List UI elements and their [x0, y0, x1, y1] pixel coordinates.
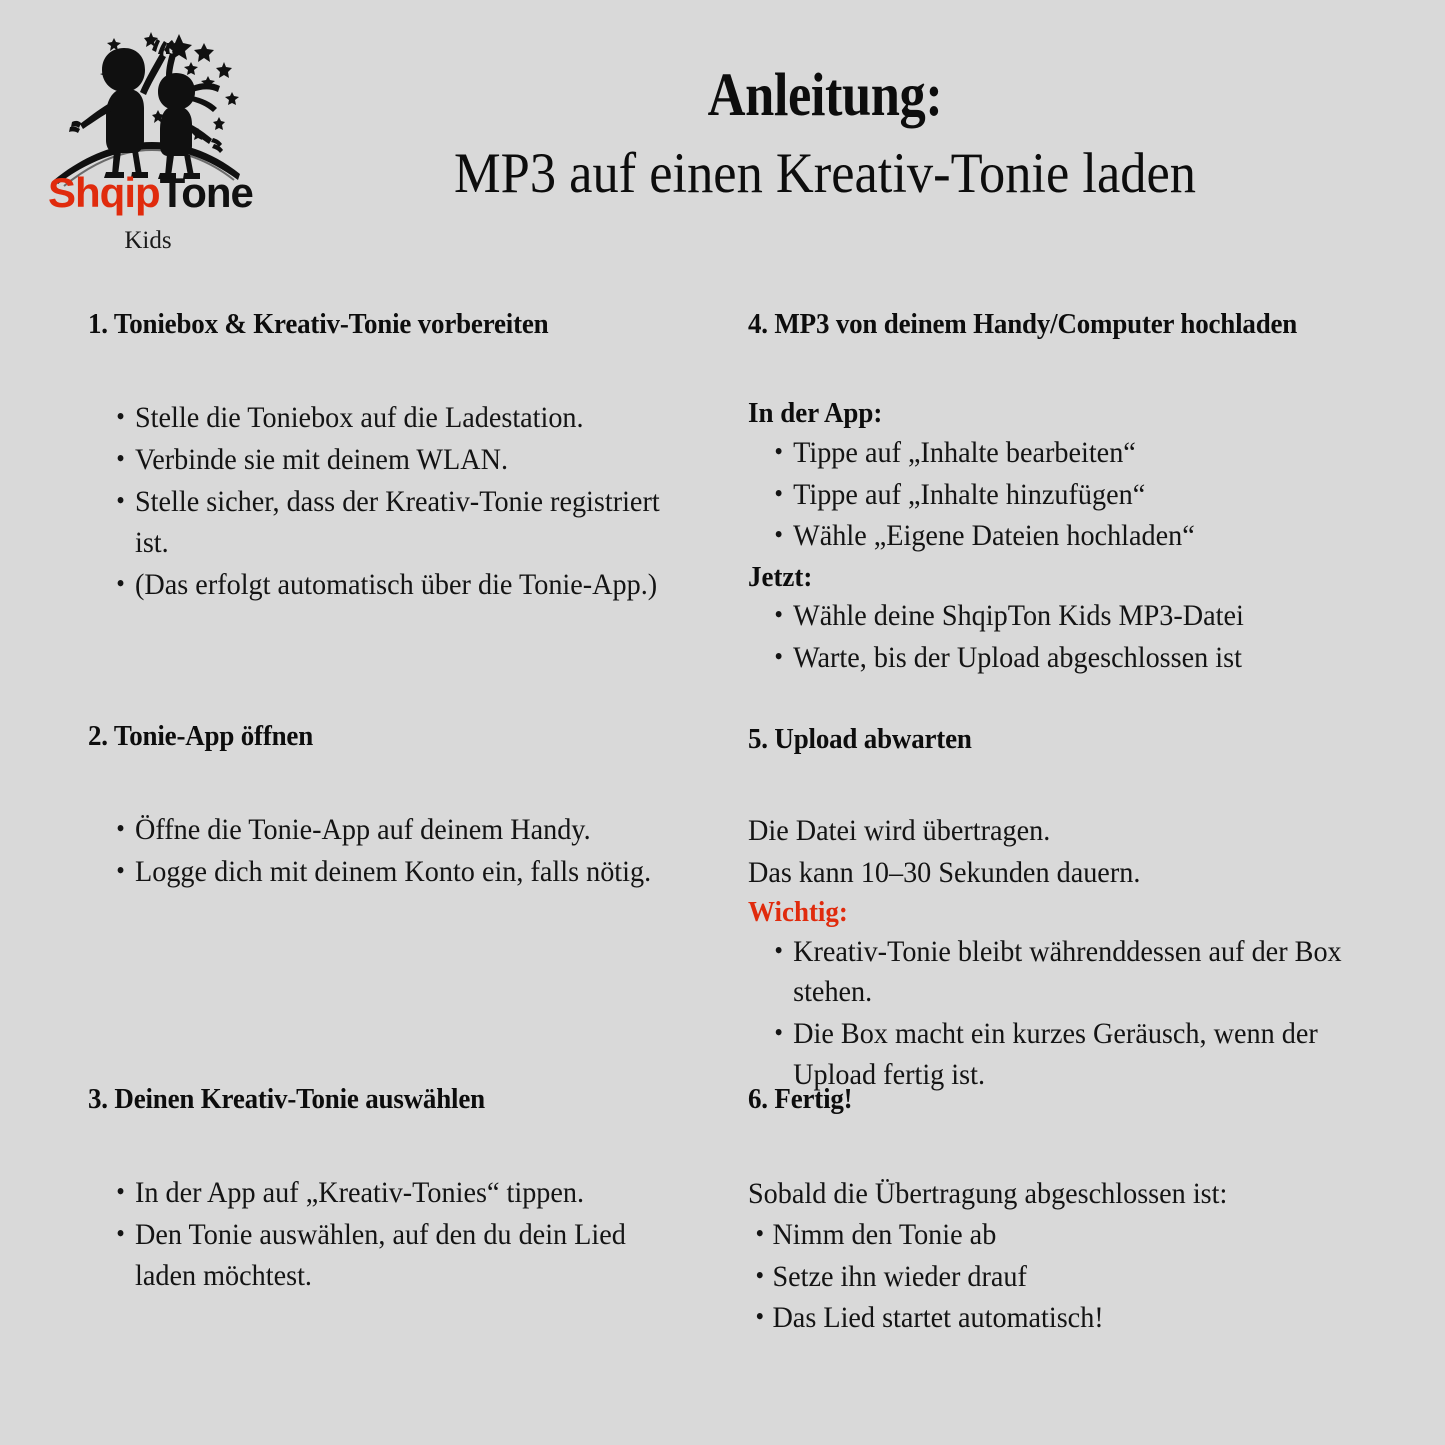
section-3-heading: 3. Deinen Kreativ-Tonie auswählen — [88, 1083, 485, 1115]
list-item: • Öffne die Tonie-App auf deinem Handy. — [88, 810, 690, 851]
page-title-line1: Anleitung: — [707, 62, 943, 129]
list-item: • Das Lied startet automatisch! — [748, 1298, 1359, 1339]
logo-wordmark-tone: Tone — [159, 169, 253, 216]
brand-logo — [48, 20, 258, 260]
list-item: • Tippe auf „Inhalte hinzufügen“ — [748, 475, 1359, 516]
page-title — [250, 62, 1400, 209]
section-1-heading: 1. Toniebox & Kreativ-Tonie vorbereiten — [88, 308, 549, 340]
list-item: • (Das erfolgt automatisch über die Tonie-App.) — [88, 565, 690, 606]
list-item: • Nimm den Tonie ab — [748, 1215, 1359, 1256]
section-5-bullets — [748, 932, 1398, 1096]
list-item: • Den Tonie auswählen, auf den du dein Lied laden möchtest. — [88, 1215, 690, 1297]
list-item: • Stelle sicher, dass der Kreativ-Tonie registriert ist. — [88, 482, 690, 564]
logo-wordmark — [48, 169, 253, 216]
section-6-bullets — [748, 1215, 1398, 1339]
section-1 — [88, 308, 728, 606]
section-4 — [748, 308, 1398, 680]
logo-wordmark-shqip: Shqip — [48, 169, 160, 216]
list-item: • Wähle deine ShqipTon Kids MP3-Datei — [748, 596, 1359, 637]
section-4-subheading-jetzt: Jetzt: — [748, 561, 813, 594]
section-4-bullets-app — [748, 433, 1398, 557]
section-5-heading: 5. Upload abwarten — [748, 723, 972, 755]
list-item: • Warte, bis der Upload abgeschlossen ist — [748, 638, 1359, 679]
page-title-line2: MP3 auf einen Kreativ-Tonie laden — [454, 142, 1196, 206]
section-3-bullets — [88, 1173, 728, 1296]
section-2-heading: 2. Tonie-App öffnen — [88, 720, 314, 752]
section-5-line-1: Die Datei wird übertragen. — [748, 814, 1051, 848]
list-item: • Tippe auf „Inhalte bearbeiten“ — [748, 433, 1359, 474]
list-item: • Die Box macht ein kurzes Geräusch, wenn der Upload fertig ist. — [748, 1014, 1359, 1096]
section-6-heading: 6. Fertig! — [748, 1083, 853, 1115]
section-5 — [748, 723, 1398, 1097]
section-6 — [748, 1083, 1398, 1340]
list-item: • Kreativ-Tonie bleibt währenddessen auf der Box stehen. — [748, 932, 1359, 1014]
section-2-bullets — [88, 810, 728, 893]
list-item: • Setze ihn wieder drauf — [748, 1257, 1359, 1298]
list-item: • Wähle „Eigene Dateien hochladen“ — [748, 516, 1359, 557]
list-item: • Verbinde sie mit deinem WLAN. — [88, 440, 690, 481]
section-5-line-2: Das kann 10–30 Sekunden dauern. — [748, 855, 1141, 889]
list-item: • Stelle die Toniebox auf die Ladestation. — [88, 398, 690, 439]
logo-tagline: Kids — [124, 227, 172, 254]
two-children-reaching-for-stars-icon — [48, 20, 248, 190]
section-4-subheading-in-der-app: In der App: — [748, 397, 883, 430]
section-1-bullets — [88, 398, 728, 605]
section-6-line-1: Sobald die Übertragung abgeschlossen ist: — [748, 1177, 1228, 1211]
list-item: • Logge dich mit deinem Konto ein, falls nötig. — [88, 852, 690, 893]
section-4-heading: 4. MP3 von deinem Handy/Computer hochladen — [748, 308, 1298, 340]
list-item: • In der App auf „Kreativ-Tonies“ tippen. — [88, 1173, 690, 1214]
section-3 — [88, 1083, 728, 1298]
section-4-bullets-jetzt — [748, 596, 1398, 679]
section-2 — [88, 720, 728, 894]
section-5-important-label: Wichtig: — [748, 896, 848, 929]
